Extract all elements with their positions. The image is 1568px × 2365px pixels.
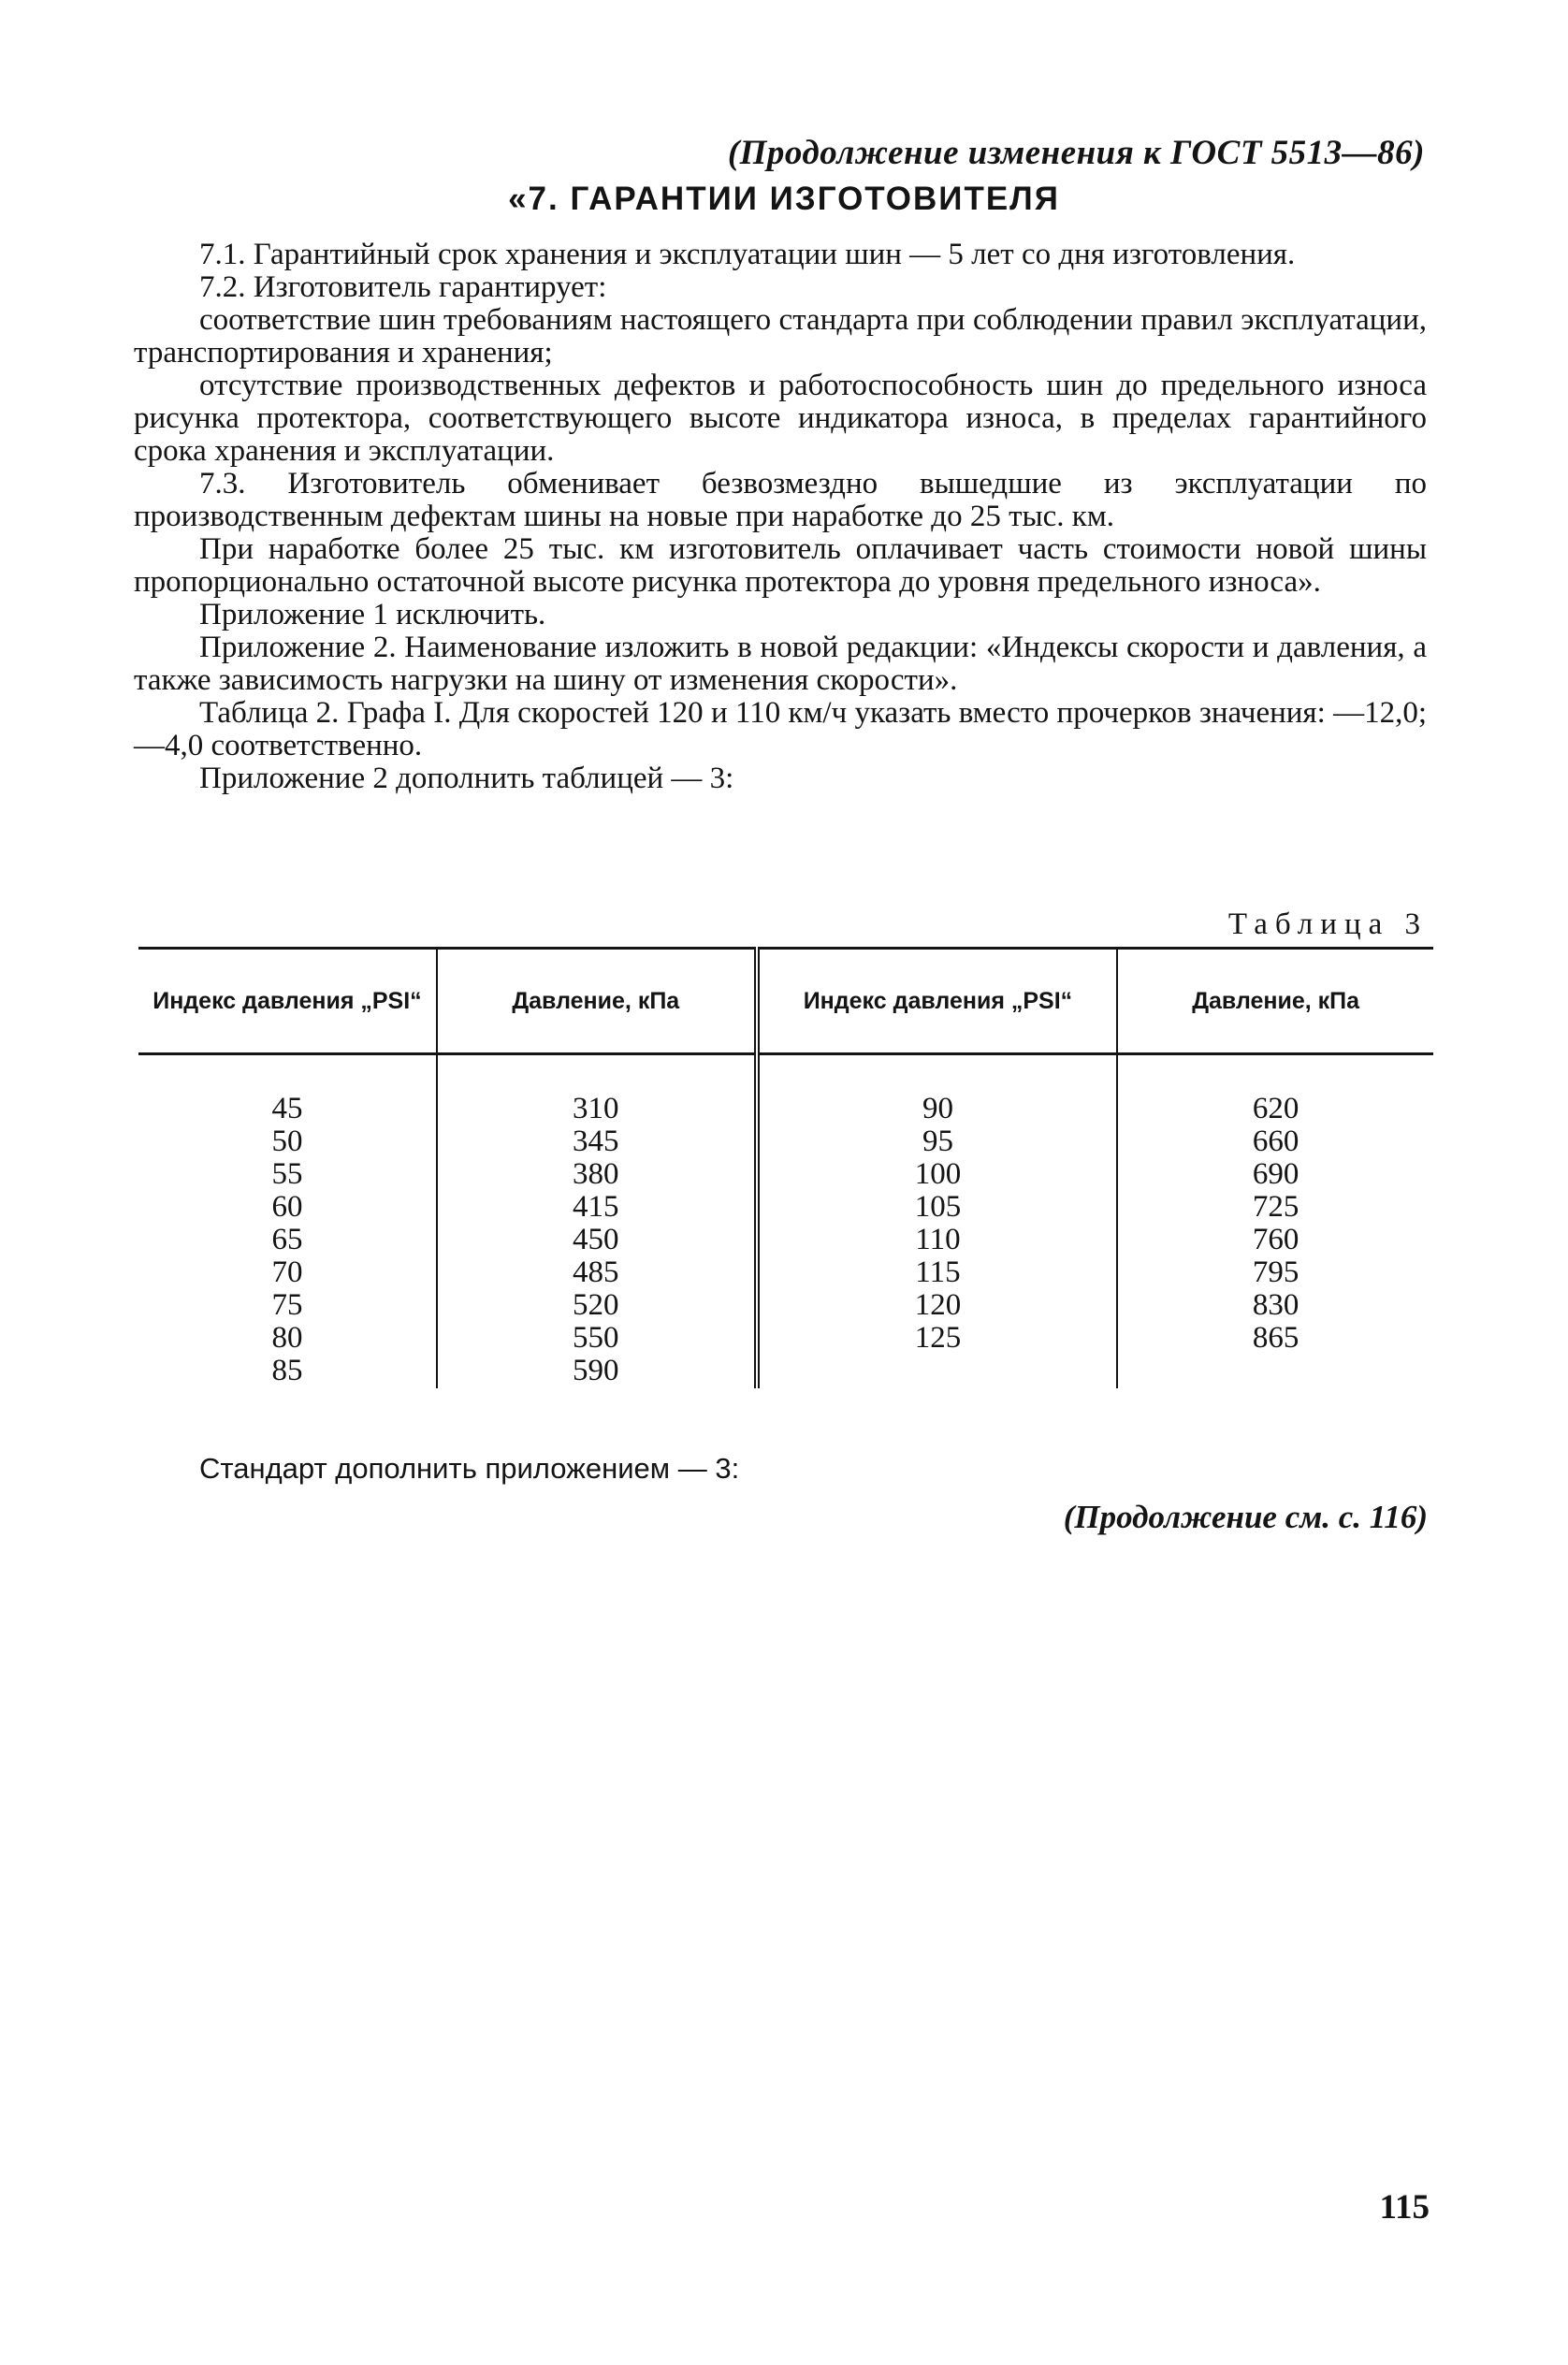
paragraph-7-1: 7.1. Гарантийный срок хранения и эксплуатации шин — 5 лет со дня изготовления. xyxy=(199,238,1296,271)
table-body-row xyxy=(138,1054,1433,1389)
table-cell: 725 xyxy=(1252,1190,1299,1224)
table-cell: 520 xyxy=(573,1288,619,1322)
table-cell: 485 xyxy=(573,1255,619,1289)
paragraph-guarantee-compliance: соответствие шин требованиям настоящего стандарта при соблюдении правил эксплуатации, транспортирования и хранения; xyxy=(134,303,1427,370)
paragraph-table-2: Таблица 2. Графа I. Для скоростей 120 и 110 км/ч указать вместо прочерков значения: —12,0; —4,0 соответственно. xyxy=(134,696,1427,762)
table-cell: 415 xyxy=(573,1190,619,1224)
table-cell: 450 xyxy=(573,1223,619,1256)
header-pressure-1: Давление, кПа xyxy=(437,949,757,1054)
table-cell: 620 xyxy=(1252,1092,1299,1125)
header-psi-index-2: Индекс давления „PSI“ xyxy=(757,949,1118,1054)
table-cell: 660 xyxy=(1252,1124,1299,1158)
table-cell: 310 xyxy=(573,1092,619,1125)
paragraph-appendix-2: Приложение 2. Наименование изложить в новой редакции: «Индексы скорости и давления, а также зависимость нагрузки на шину от изменения скорости». xyxy=(134,631,1427,697)
section-title: «7. ГАРАНТИИ ИЗГОТОВИТЕЛЯ xyxy=(508,181,1060,217)
table-cell: 760 xyxy=(1252,1223,1299,1256)
table-cell: 125 xyxy=(914,1321,962,1355)
table-cell: 80 xyxy=(271,1321,303,1355)
paragraph-mileage: При наработке более 25 тыс. км изготовитель оплачивает часть стоимости новой шины пропорционально остаточной высоте рисунка протектора до уровня предельного износа». xyxy=(134,532,1427,599)
header-pressure-2: Давление, кПа xyxy=(1117,949,1433,1054)
table-cell: 550 xyxy=(573,1321,619,1355)
pressure-table xyxy=(138,947,1433,1388)
table-caption: Таблица 3 xyxy=(1227,907,1428,941)
table-cell: 50 xyxy=(271,1124,303,1158)
table-cell: 830 xyxy=(1252,1288,1299,1322)
table-cell: 100 xyxy=(914,1157,962,1191)
paragraph-7-3: 7.3. Изготовитель обменивает безвозмездно вышедшие из эксплуатации по производственным дефектам шины на новые при наработке до 25 тыс. км. xyxy=(134,467,1427,533)
table-cell: 65 xyxy=(271,1223,303,1256)
table-cell: 590 xyxy=(573,1354,619,1387)
column-pressure-2 xyxy=(1117,1054,1433,1389)
table-cell: 110 xyxy=(915,1223,961,1256)
table-cell: 75 xyxy=(271,1288,303,1322)
table-cell: 345 xyxy=(573,1124,619,1158)
appendix-note: Стандарт дополнить приложением — 3: xyxy=(199,1452,740,1485)
table-cell: 380 xyxy=(573,1157,619,1191)
continuation-header: (Продолжение изменения к ГОСТ 5513—86) xyxy=(727,134,1425,172)
table-cell: 90 xyxy=(922,1092,953,1125)
table-cell: 45 xyxy=(271,1092,303,1125)
table-cell: 865 xyxy=(1252,1321,1299,1355)
table-cell: 105 xyxy=(914,1190,962,1224)
column-pressure-1 xyxy=(437,1054,757,1389)
header-psi-index-1: Индекс давления „PSI“ xyxy=(138,949,437,1054)
body-text xyxy=(134,239,1427,795)
column-psi-index-1 xyxy=(138,1054,437,1389)
column-psi-index-2 xyxy=(757,1054,1118,1389)
table-cell: 795 xyxy=(1252,1255,1299,1289)
table-cell: 120 xyxy=(914,1288,962,1322)
table-cell: 55 xyxy=(271,1157,303,1191)
table-cell: 115 xyxy=(915,1255,961,1289)
paragraph-appendix-1: Приложение 1 исключить. xyxy=(199,598,546,631)
page-number: 115 xyxy=(1379,2188,1430,2227)
paragraph-guarantee-defects: отсутствие производственных дефектов и работоспособность шин до предельного износа рисунка протектора, соответствующего высоте индикатора износа, в пределах гарантийного срока хранения и эксплуатации. xyxy=(134,369,1427,468)
table-cell: 95 xyxy=(922,1124,953,1158)
paragraph-7-2: 7.2. Изготовитель гарантирует: xyxy=(199,270,607,304)
table-cell: 70 xyxy=(271,1255,303,1289)
table-cell: 690 xyxy=(1252,1157,1299,1191)
continuation-note: (Продолжение см. с. 116) xyxy=(1063,1499,1428,1535)
table-header-row xyxy=(138,949,1433,1054)
paragraph-add-table: Приложение 2 дополнить таблицей — 3: xyxy=(199,762,734,795)
table-cell: 85 xyxy=(271,1354,303,1387)
table-cell: 60 xyxy=(271,1190,303,1224)
